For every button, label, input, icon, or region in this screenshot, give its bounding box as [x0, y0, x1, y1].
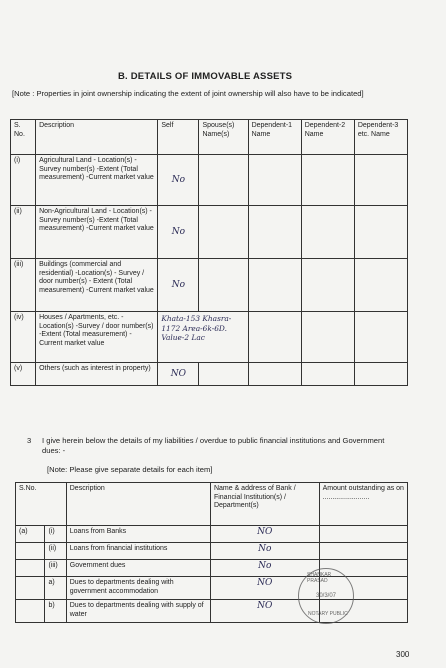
row-dep1-cell: [248, 259, 301, 312]
row-dep1-cell: [248, 206, 301, 259]
row-spouse-cell: [199, 206, 248, 259]
table-row: [11, 206, 408, 259]
row-sno: (ii): [11, 206, 36, 259]
row-description: Dues to departments dealing with supply of water: [66, 600, 210, 623]
row-bank-entry: NO: [210, 577, 319, 600]
header-dependent-1: Dependent-1 Name: [248, 120, 301, 155]
row-bank-entry: NO: [210, 526, 319, 543]
row-sno: [16, 543, 45, 560]
row-sno: (a): [16, 526, 45, 543]
row-description: Houses / Apartments, etc. - Location(s) -Survey / door number(s) -Extent (Total measurement) -Current market value: [36, 312, 158, 363]
row-self-entry: No: [158, 155, 199, 206]
row-description: Non-Agricultural Land - Location(s) -Survey number(s) -Extent (Total measurement) -Current market value: [36, 206, 158, 259]
row-dep1-cell: [248, 363, 301, 386]
page-number: 300: [396, 650, 410, 659]
row-bank-entry: No: [210, 560, 319, 577]
stamp-date: 30/3/07: [316, 593, 337, 599]
table-row: [16, 526, 408, 543]
table-row: [16, 543, 408, 560]
row-sub-sno: (ii): [45, 543, 66, 560]
row-dep2-cell: [301, 259, 354, 312]
table-row: [11, 259, 408, 312]
liabilities-note: [Note: Please give separate details for each item]: [47, 465, 213, 474]
row-bank-entry: NO: [210, 600, 319, 623]
row-dep2-cell: [301, 363, 354, 386]
header-description: Description: [66, 483, 210, 526]
row-self-entry: No: [158, 206, 199, 259]
header-bank-name: Name & address of Bank / Financial Institution(s) / Department(s): [210, 483, 319, 526]
row-sub-sno: (iii): [45, 560, 66, 577]
table-row: [11, 312, 408, 363]
section-title: B. DETAILS OF IMMOVABLE ASSETS: [118, 71, 293, 82]
row-description: Loans from Banks: [66, 526, 210, 543]
row-self-entry: Khata-153 Khasra-1172 Area-6k-6D. Value-2 Lac: [158, 312, 248, 363]
table-row: [11, 155, 408, 206]
header-amount: Amount outstanding as on ........................: [319, 483, 407, 526]
row-amount-cell: [319, 543, 407, 560]
header-self: Self: [158, 120, 199, 155]
row-dep3-cell: [354, 363, 407, 386]
row-dep1-cell: [248, 312, 301, 363]
row-dep2-cell: [301, 155, 354, 206]
row-sub-sno: (i): [45, 526, 66, 543]
row-dep3-cell: [354, 259, 407, 312]
row-description: Loans from financial institutions: [66, 543, 210, 560]
row-description: Dues to departments dealing with government accommodation: [66, 577, 210, 600]
paragraph-number: 3: [27, 436, 32, 445]
row-amount-cell: [319, 526, 407, 543]
stamp-name: SHANKAR PRASAD: [307, 572, 332, 584]
row-sub-sno: b): [45, 600, 66, 623]
row-bank-entry: No: [210, 543, 319, 560]
row-sno: [16, 600, 45, 623]
table-header-row: [11, 120, 408, 155]
row-sno: (iv): [11, 312, 36, 363]
row-dep2-cell: [301, 206, 354, 259]
paragraph-text: I give herein below the details of my liabilities / overdue to public financial institutions and Government dues: -: [42, 436, 385, 455]
row-sno: [16, 560, 45, 577]
row-dep3-cell: [354, 206, 407, 259]
row-description: Others (such as interest in property): [36, 363, 158, 386]
header-description: Description: [36, 120, 158, 155]
table-header-row: [16, 483, 408, 526]
row-sno: (iii): [11, 259, 36, 312]
row-dep1-cell: [248, 155, 301, 206]
row-dep3-cell: [354, 155, 407, 206]
row-self-entry: No: [158, 259, 199, 312]
stamp-title: NOTARY PUBLIC: [308, 611, 348, 617]
row-description: Agricultural Land - Location(s) -Survey number(s) -Extent (Total measurement) -Current market value: [36, 155, 158, 206]
row-description: Buildings (commercial and residential) -Location(s) - Survey / door number(s) - Extent (Total measurement) -Current market value: [36, 259, 158, 312]
row-dep3-cell: [354, 312, 407, 363]
row-self-entry: NO: [158, 363, 199, 386]
row-sno: (v): [11, 363, 36, 386]
header-sno: S.No.: [16, 483, 67, 526]
row-description: Government dues: [66, 560, 210, 577]
row-spouse-cell: [199, 259, 248, 312]
immovable-assets-table: [10, 119, 408, 386]
row-sno: [16, 577, 45, 600]
header-spouse: Spouse(s) Name(s): [199, 120, 248, 155]
header-dependent-3: Dependent-3 etc. Name: [354, 120, 407, 155]
section-note: [Note : Properties in joint ownership indicating the extent of joint ownership will also have to be indicated]: [12, 89, 364, 98]
header-sno: S. No.: [11, 120, 36, 155]
row-spouse-cell: [199, 363, 248, 386]
table-row: [11, 363, 408, 386]
notary-stamp: [298, 568, 354, 624]
row-spouse-cell: [199, 155, 248, 206]
row-dep2-cell: [301, 312, 354, 363]
header-dependent-2: Dependent-2 Name: [301, 120, 354, 155]
row-sno: (i): [11, 155, 36, 206]
row-sub-sno: a): [45, 577, 66, 600]
